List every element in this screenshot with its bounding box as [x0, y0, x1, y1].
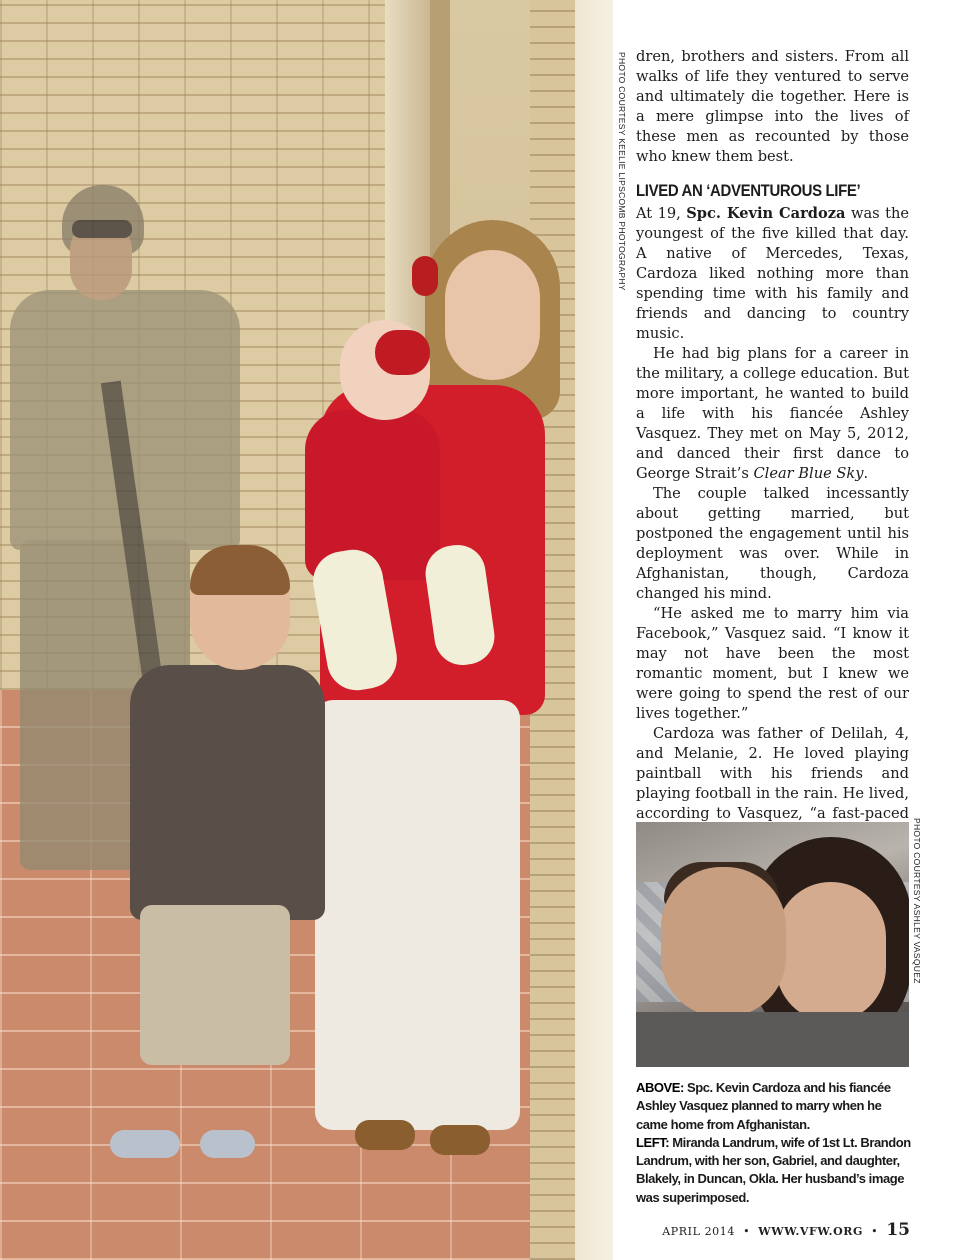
- boy-figure: [105, 545, 335, 1165]
- page-footer: APRIL 2014 • WWW.VFW.ORG • 15: [662, 1220, 910, 1240]
- inset-photo: [636, 822, 909, 1067]
- caption-left: LEFT: Miranda Landrum, wife of 1st Lt. Brandon Landrum, with her son, Gabriel, and daughter, Blakely, in Duncan, Okla. Her husband’s image was superimposed.: [636, 1134, 911, 1205]
- site-url: WWW.VFW.ORG: [758, 1225, 864, 1238]
- caption-above: ABOVE: Spc. Kevin Cardoza and his fiancée Ashley Vasquez planned to marry when he came home from Afghanistan.: [636, 1080, 891, 1132]
- photo-caption: [636, 1079, 916, 1207]
- column-edge: [575, 0, 613, 1260]
- issue-date: APRIL 2014: [662, 1225, 735, 1238]
- section-heading: LIVED AN ‘ADVENTUROUS LIFE’: [636, 181, 861, 200]
- photo-credit-inset: PHOTO COURTESY ASHLEY VASQUEZ: [912, 818, 922, 984]
- page-number: 15: [886, 1220, 910, 1240]
- paragraph-4: The couple talked incessantly about getting married, but postponed the engagement until his deployment was over. While in Afghanistan, though, Cardoza changed his mind.: [636, 485, 909, 602]
- paragraph-1: dren, brothers and sisters. From all walks of life they ventured to serve and ultimately die together. Here is a mere glimpse into the lives of these men as recounted by those who knew them best.: [636, 48, 909, 165]
- paragraph-5: “He asked me to marry him via Facebook,” Vasquez said. “I know it may not have been the most romantic moment, but I knew we were going to spend the rest of our lives together.”: [636, 605, 909, 722]
- paragraph-2: At 19, Spc. Kevin Cardoza was the youngest of the five killed that day. A native of Mercedes, Texas, Cardoza liked nothing more than spending time with his family and friends and dancing to country music.: [636, 205, 909, 342]
- paragraph-3: He had big plans for a career in the military, a college education. But more important, he wanted to build a life with his fiancée Ashley Vasquez. They met on May 5, 2012, and danced their first dance to George Strait’s Clear Blue Sky.: [636, 345, 909, 482]
- paragraph-6: Cardoza was father of Delilah, 4, and Melanie, 2. He loved playing paintball with his friends and playing football in the rain. He lived, according to Vasquez, “a fast-paced: [636, 725, 909, 822]
- song-title: Clear Blue Sky: [753, 465, 864, 482]
- article-body: [636, 47, 909, 944]
- name-highlight: Spc. Kevin Cardoza: [686, 205, 846, 222]
- photo-credit-main: PHOTO COURTESY KEELIE LIPSCOMB PHOTOGRAPHY: [617, 52, 627, 291]
